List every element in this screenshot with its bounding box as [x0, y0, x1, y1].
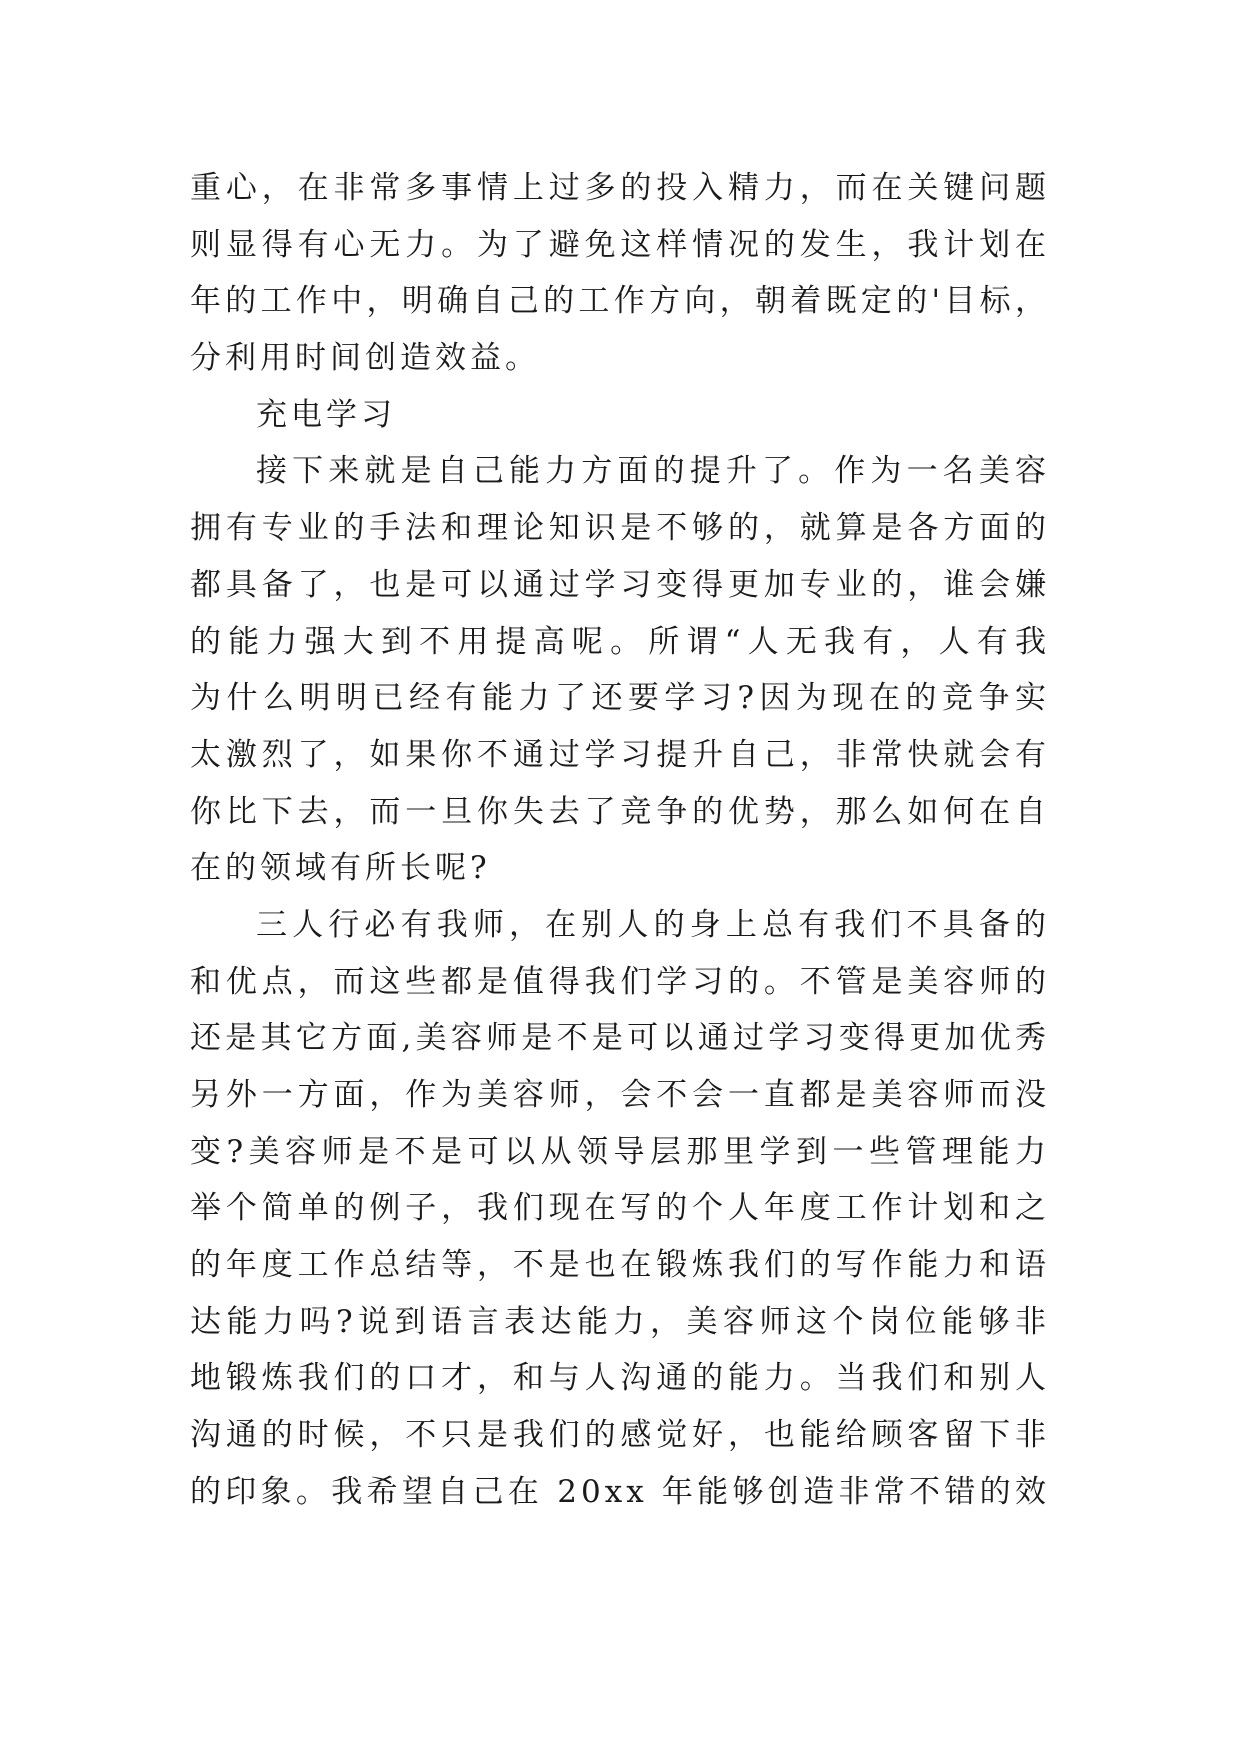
text-line: 另外一方面，作为美容师，会不会一直都是美容师而没 [190, 1077, 1050, 1113]
text-line: 接下来就是自己能力方面的提升了。作为一名美容 [256, 453, 1050, 490]
text-line: 你比下去，而一旦你失去了竞争的优势，那么如何在自 [190, 793, 1050, 830]
text-line: 拥有专业的手法和理论知识是不够的，就算是各方面的 [190, 510, 1050, 547]
text-line: 沟通的时候，不只是我们的感觉好，也能给顾客留下非 [190, 1417, 1050, 1454]
document-body [190, 160, 1050, 1521]
text-line: 的印象。我希望自己在 20xx 年能够创造非常不错的效 [190, 1473, 1050, 1510]
text-line: 则显得有心无力。为了避免这样情况的发生，我计划在 [190, 226, 1050, 263]
text-line: 变?美容师是不是可以从领导层那里学到一些管理能力 [190, 1133, 1050, 1170]
text-line: 分利用时间创造效益。 [190, 340, 540, 377]
text-line: 还是其它方面,美容师是不是可以通过学习变得更加优秀 [190, 1020, 1050, 1057]
text-line: 的年度工作总结等，不是也在锻炼我们的写作能力和语 [190, 1247, 1050, 1284]
text-line: 在的领域有所长呢? [190, 850, 491, 887]
text-line: 达能力吗?说到语言表达能力，美容师这个岗位能够非 [190, 1303, 1050, 1340]
text-line: 三人行必有我师，在别人的身上总有我们不具备的 [256, 906, 1050, 943]
text-line: 举个简单的例子，我们现在写的个人年度工作计划和之 [190, 1190, 1050, 1227]
text-line: 的能力强大到不用提高呢。所谓“人无我有，人有我 [190, 623, 1050, 660]
text-line: 都具备了，也是可以通过学习变得更加专业的，谁会嫌 [190, 566, 1050, 603]
text-line: 重心，在非常多事情上过多的投入精力，而在关键问题 [190, 170, 1050, 206]
text-line: 太激烈了，如果你不通过学习提升自己，非常快就会有 [190, 736, 1050, 773]
text-line: 为什么明明已经有能力了还要学习?因为现在的竞争实 [190, 680, 1050, 717]
text-line: 充电学习 [256, 396, 396, 433]
text-line: 地锻炼我们的口才，和与人沟通的能力。当我们和别人 [190, 1360, 1050, 1397]
text-line: 和优点，而这些都是值得我们学习的。不管是美容师的 [190, 963, 1050, 1000]
text-line: 年的工作中，明确自己的工作方向，朝着既定的'目标， [190, 283, 1050, 320]
